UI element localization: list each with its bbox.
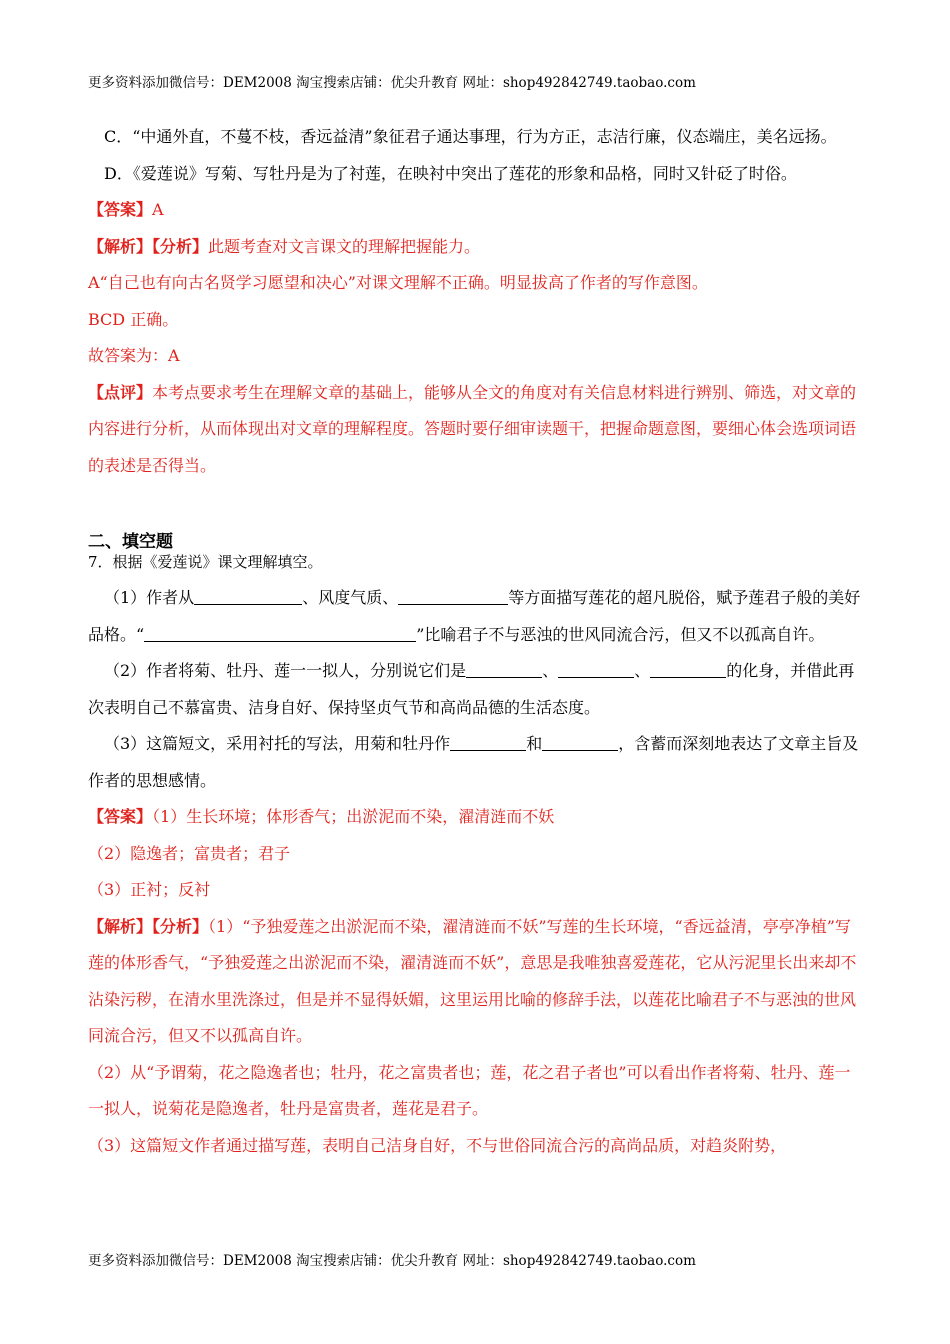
q7-p1b: 、风度气质、 [302, 588, 399, 607]
page-header: 更多资料添加微信号：DEM2008 淘宝搜索店铺：优尖升教育 网址：shop492842749.taobao.com [88, 75, 696, 91]
q7-ans2: （2）隐逸者；富贵者；君子 [88, 843, 291, 863]
q7-part1 [88, 580, 863, 653]
q7-body [88, 580, 863, 1164]
answer-value: A [152, 200, 164, 219]
section-title: 二、填空题 [88, 532, 173, 552]
q6-line3: 故答案为：A [88, 346, 180, 365]
q7-answer [88, 799, 863, 836]
blank-5 [558, 659, 634, 678]
q7-p2a: （2）作者将菊、牡丹、莲一一拟人，分别说它们是 [104, 661, 467, 680]
q7-stem: 7．根据《爱莲说》课文理解填空。 [88, 553, 323, 571]
blank-3 [144, 623, 416, 642]
q7-ans3: （3）正衬；反衬 [88, 880, 211, 899]
blank-6 [650, 659, 726, 678]
q6-comment [88, 375, 863, 485]
comment-tag: 【点评】 [88, 382, 153, 402]
q7-p1d: ”比喻君子不与恶浊的世风同流合污，但又不以孤高自许。 [416, 624, 825, 644]
q7-part3 [88, 726, 863, 799]
q7-an2: （2）从“予谓菊，花之隐逸者也；牡丹，花之富贵者也；莲，花之君子者也”可以看出作者将菊、牡丹、莲一一拟人，说菊花是隐逸者，牡丹是富贵者，莲花是君子。 [88, 1062, 851, 1118]
answer-tag: 【答案】 [88, 200, 153, 219]
q7-answer-tag: 【答案】 [88, 807, 153, 826]
blank-8 [542, 732, 618, 751]
blank-7 [450, 732, 526, 751]
option-d: D．《爱莲说》写菊、写牡丹是为了衬莲，在映衬中突出了莲花的形象和品格，同时又针砭了时俗。 [104, 163, 797, 183]
option-c-block [88, 119, 863, 484]
q7-p3c: ，含蓄而深刻地表达了文章主旨及作者的思想感情。 [88, 734, 859, 790]
q6-line1: A“自己也有向古名贤学习愿望和决心”对课文理解不正确。明显拔高了作者的写作意图。 [88, 273, 708, 292]
analysis-text: 此题考查对文言课文的理解把握能力。 [208, 236, 481, 256]
q7-p2c: 、 [634, 661, 651, 680]
page-footer: 更多资料添加微信号：DEM2008 淘宝搜索店铺：优尖升教育 网址：shop492842749.taobao.com [88, 1253, 696, 1269]
q6-answer [88, 192, 863, 229]
q6-line2: BCD 正确。 [88, 309, 179, 329]
q7-p1c: 等方面描写莲花的超凡脱俗，赋予莲君子般的美好品格。“ [88, 588, 861, 644]
blank-1 [194, 586, 302, 605]
comment-text: 本考点要求考生在理解文章的基础上，能够从全文的角度对有关信息材料进行辨别、筛选，对文章的内容进行分析，从而体现出对文章的理解程度。答题时要仔细审读题干，把握命题意图，要细心体会选项词语的表述是否得当。 [88, 382, 857, 475]
q7-part2 [88, 653, 863, 726]
q7-ans1: （1）生长环境；体形香气；出淤泥而不染，濯清涟而不妖 [152, 807, 555, 826]
q7-an3: （3）这篇短文作者通过描写莲，表明自己洁身自好，不与世俗同流合污的高尚品质，对趋炎附势， [88, 1135, 787, 1155]
blank-4 [466, 659, 542, 678]
q7-p1a: （1）作者从 [104, 588, 195, 607]
q7-p2d: 的化身，并借此再次表明自己不慕富贵、洁身自好、保持坚贞气节和高尚品德的生活态度。 [88, 661, 855, 717]
option-c: C．“中通外直，不蔓不枝，香远益清”象征君子通达事理，行为方正，志洁行廉，仪态端庄，美名远扬。 [104, 127, 837, 146]
q7-p2b: 、 [542, 661, 559, 680]
q7-analysis-tag: 【解析】【分析】 [88, 916, 209, 936]
q7-p3b: 和 [526, 734, 543, 753]
q7-p3a: （3）这篇短文，采用衬托的写法，用菊和牡丹作 [104, 734, 451, 753]
q7-an1: （1）“予独爱莲之出淤泥而不染，濯清涟而不妖”写莲的生长环境，“香远益清，亭亭净植”写莲的体形香气，“予独爱莲之出淤泥而不染，濯清涟而不妖”，意思是我唯独喜爱莲花，它从污泥里长出来却不沾染污秽，在清水里洗涤过，但是并不显得妖媚，这里运用比喻的修辞手法，以莲花比喻君子不与恶浊的世风同流合污，但又不以孤高自许。 [88, 916, 857, 1045]
q7-analysis1 [88, 909, 863, 1055]
analysis-tag: 【解析】【分析】 [88, 236, 209, 256]
blank-2 [398, 586, 508, 605]
q6-analysis [88, 229, 863, 266]
